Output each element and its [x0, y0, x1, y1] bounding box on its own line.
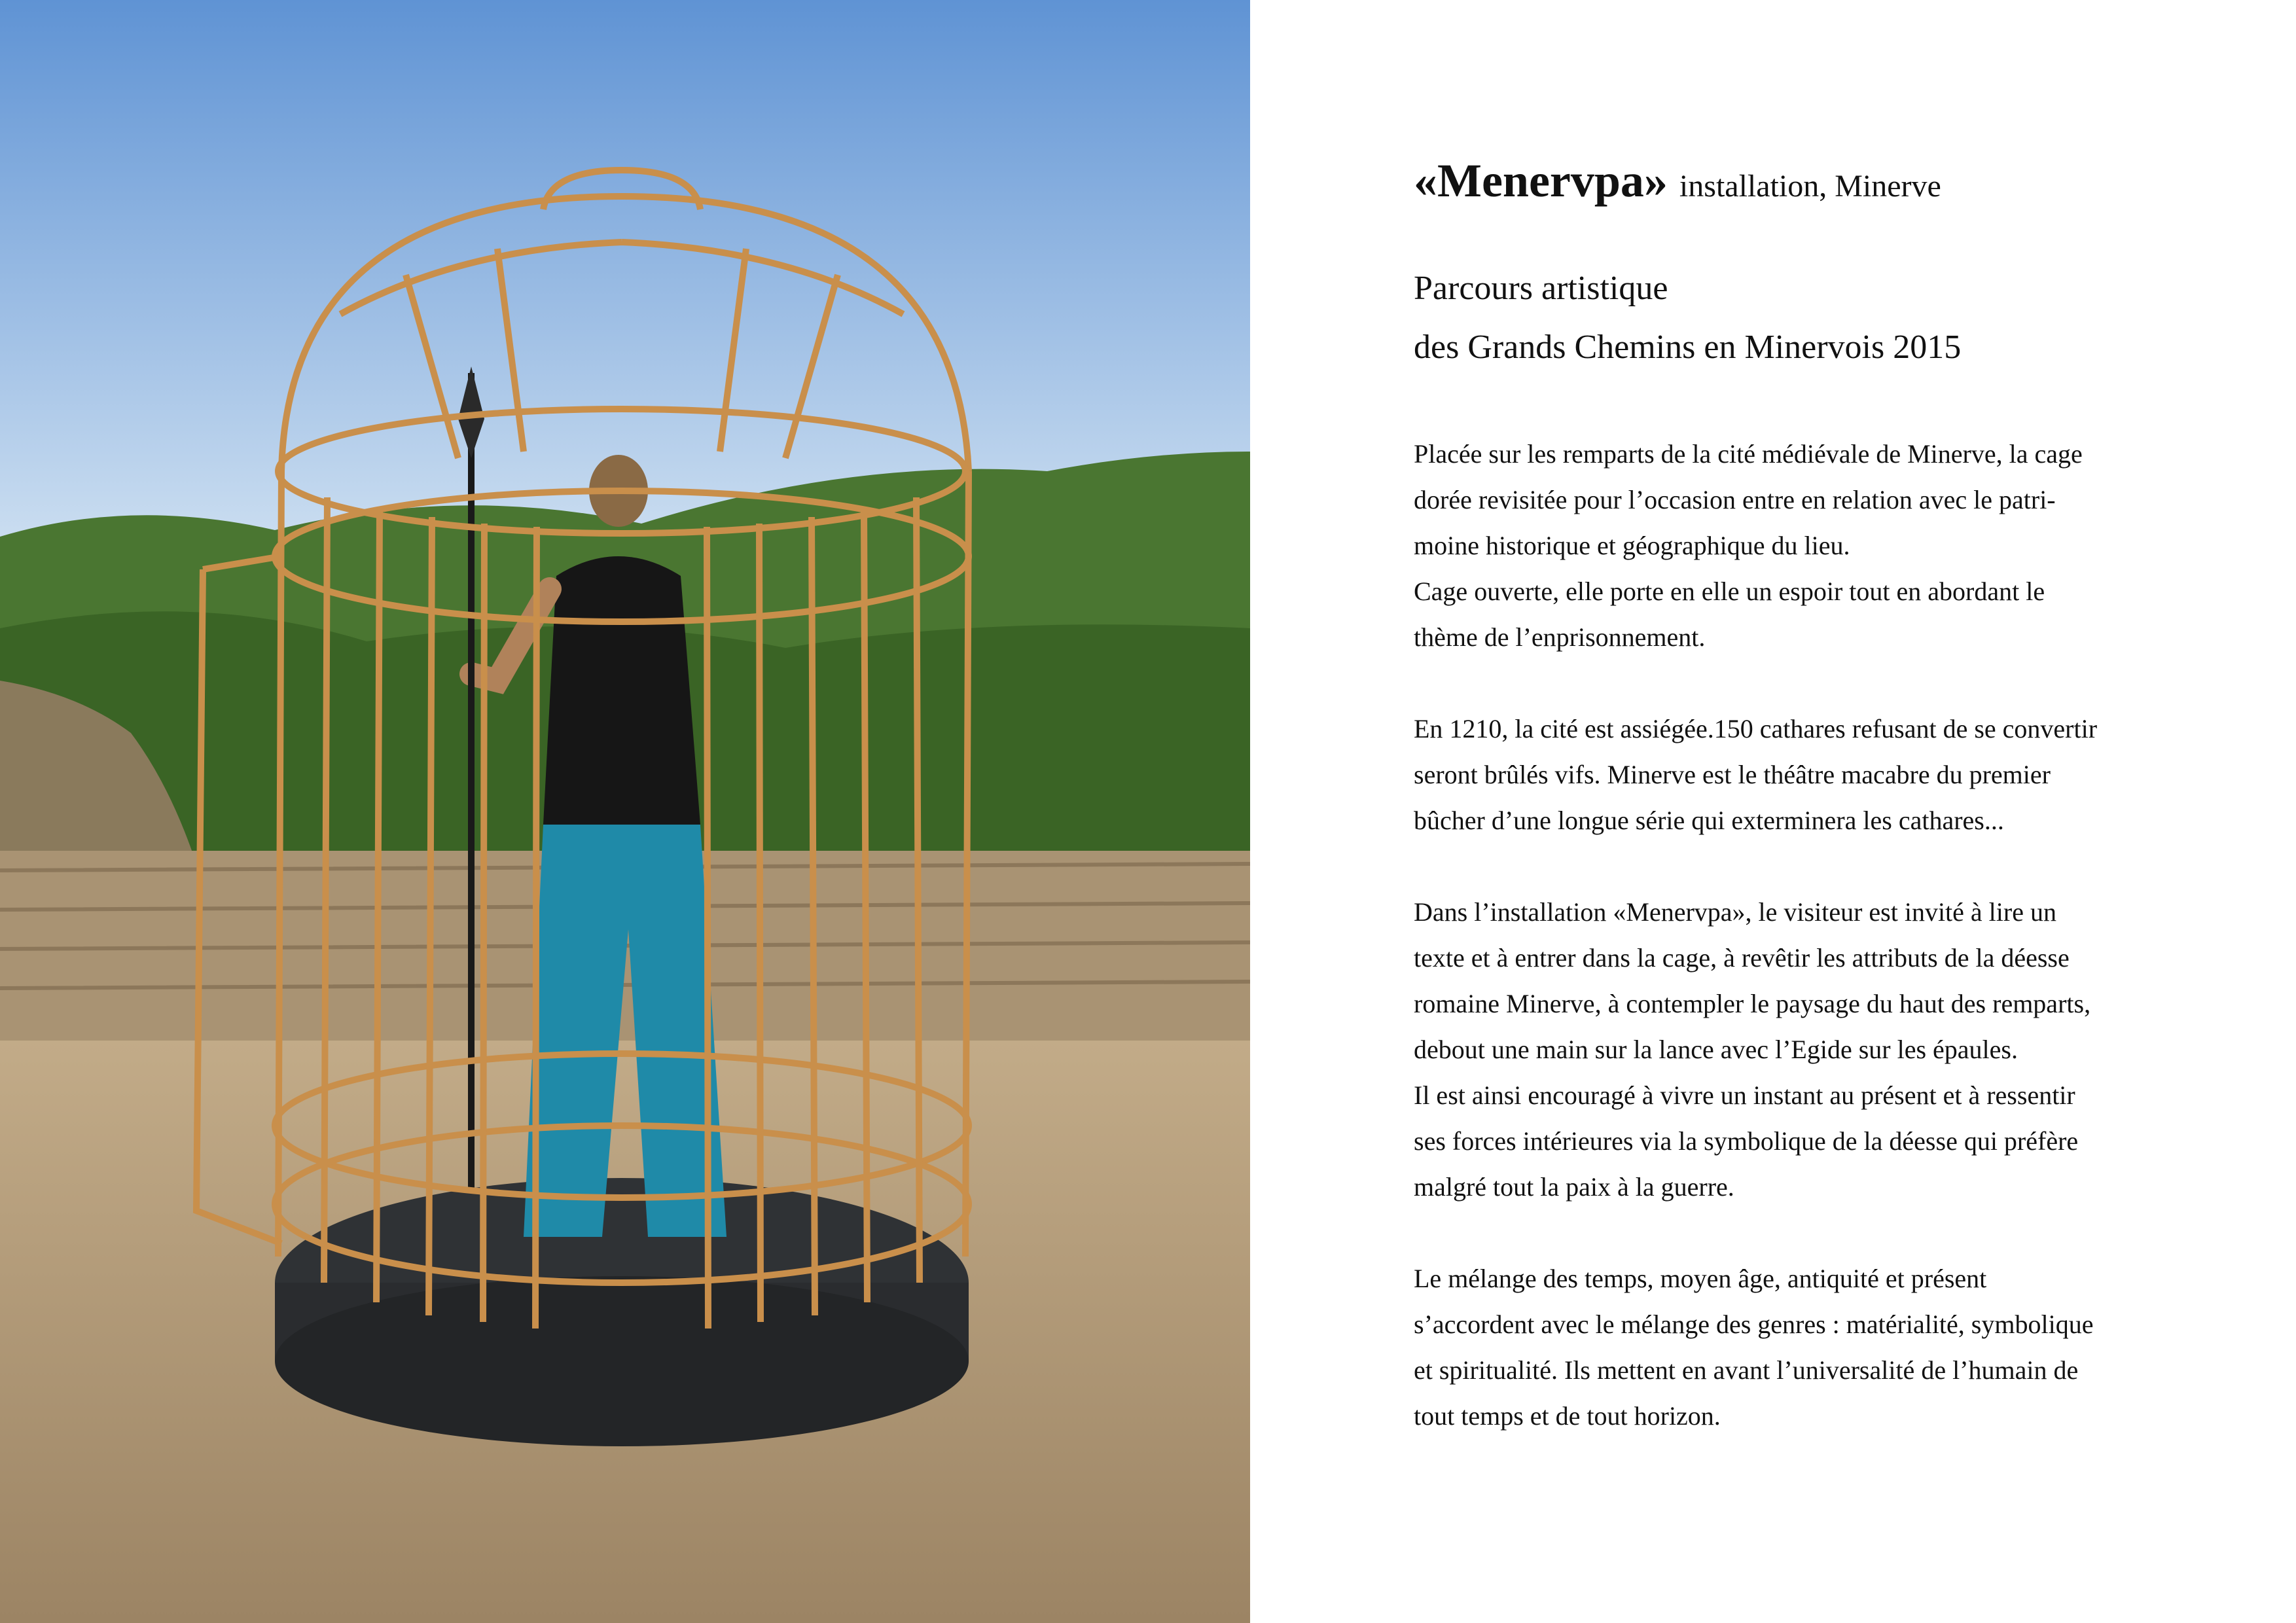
paragraph-3 [1414, 889, 2225, 1210]
text-line: malgré tout la paix à la guerre. [1414, 1172, 1734, 1202]
text-line: ses forces intérieures via la symbolique de la déesse qui préfère [1414, 1126, 2079, 1156]
text-line: bûcher d’une longue série qui exterminera les cathares... [1414, 806, 2004, 835]
paragraph-2 [1414, 706, 2225, 844]
text-line: Le mélange des temps, moyen âge, antiquité et présent [1414, 1264, 1987, 1293]
text-line: Dans l’installation «Menervpa», le visiteur est invité à lire un [1414, 897, 2056, 927]
subtitle-line: des Grands Chemins en Minervois 2015 [1414, 329, 1962, 366]
text-line: moine historique et géographique du lieu. [1414, 531, 1850, 560]
text-line: Il est ainsi encouragé à vivre un instant au présent et à ressentir [1414, 1080, 2075, 1110]
title-sub: installation, Minerve [1679, 169, 1941, 204]
text-line: debout une main sur la lance avec l’Egide sur les épaules. [1414, 1035, 2018, 1064]
subtitle [1414, 265, 2225, 371]
title-main: «Menervpa» [1414, 154, 1668, 207]
text-line: seront brûlés vifs. Minerve est le théâtre macabre du premier [1414, 760, 2051, 789]
text-line: tout temps et de tout horizon. [1414, 1401, 1721, 1431]
text-line: et spiritualité. Ils mettent en avant l’universalité de l’humain de [1414, 1355, 2079, 1385]
text-line: dorée revisitée pour l’occasion entre en relation avec le patri- [1414, 485, 2056, 514]
body-text [1414, 431, 2225, 1439]
description-panel [1414, 148, 2225, 1485]
page-title [1414, 148, 2225, 219]
text-line: romaine Minerve, à contempler le paysage du haut des remparts, [1414, 989, 2091, 1018]
text-line: texte et à entrer dans la cage, à revêtir les attributs de la déesse [1414, 943, 2070, 972]
text-line: Cage ouverte, elle porte en elle un espoir tout en abordant le [1414, 577, 2045, 606]
text-line: Placée sur les remparts de la cité médiévale de Minerve, la cage [1414, 439, 2083, 469]
subtitle-line: Parcours artistique [1414, 270, 1668, 307]
text-line: thème de l’enprisonnement. [1414, 622, 1706, 652]
text-line: En 1210, la cité est assiégée.150 cathares refusant de se convertir [1414, 714, 2098, 743]
paragraph-4 [1414, 1256, 2225, 1439]
paragraph-1 [1414, 431, 2225, 660]
text-line: s’accordent avec le mélange des genres : matérialité, symbolique [1414, 1310, 2094, 1339]
